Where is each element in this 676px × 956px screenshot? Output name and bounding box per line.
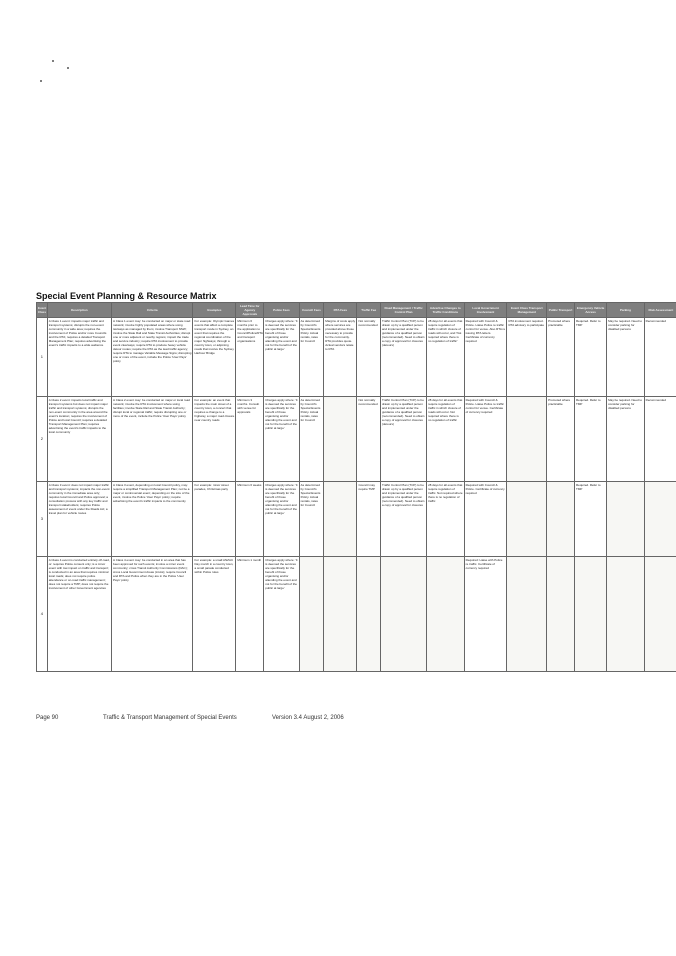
scan-speck xyxy=(52,60,54,62)
traffic-fee-cell: Not normally recommended xyxy=(357,397,381,482)
parking-cell xyxy=(607,557,645,672)
tcp-cell: Traffic Control Plan (TCP) to be drawn up by a qualified person and implemented under the guidance of a qualified person (recommended). Need to obtain a copy of approval for closures (detours) xyxy=(381,318,427,397)
header-row xyxy=(37,303,676,318)
parking-cell: May be required. Need to consider parking for disabled persons xyxy=(607,318,645,397)
header-cell: Advertise Changes to Traffic Conditions xyxy=(427,303,465,318)
examples-cell: For example: an event that impacts the main street of a country town, a concert that requires a change to a highway, a major road closure near country roads xyxy=(193,397,236,482)
header-cell: Examples xyxy=(193,303,236,318)
scan-speck xyxy=(67,67,69,69)
council-fees-cell: As determined by Council's Special Events Policy. Actual rentals, rates for Council xyxy=(299,482,324,557)
public-transport-cell xyxy=(547,482,575,557)
table-row-class-4 xyxy=(37,557,676,672)
traffic-fee-cell: Not normally recommended xyxy=(357,318,381,397)
header-cell: Public Transport xyxy=(547,303,575,318)
footer-document-title: Traffic & Transport Management of Special Events xyxy=(103,715,237,721)
examples-cell: For example: minor street parades, Christmas party xyxy=(193,482,236,557)
advertise-cell: 28 days for all events that require regulation of traffic. Not required where there is no regulation of traffic xyxy=(427,482,465,557)
council-fees-cell xyxy=(299,557,324,672)
rta-fees-cell: Margins of costs apply where services are provided above those necessary to provide for the community. RTA provides quote. Actual vendors relate to RTA xyxy=(324,318,357,397)
description-cell: A Class 2 event: impacts local traffic and transport systems but does not impact major traffic and transport systems; disrupts the non-event community in the area around the event's location; requires the involvement of Police and local Council; requires a detailed Transport Management Plan; requires advertising the event's traffic impacts to the local community xyxy=(47,397,111,482)
police-fees-cell: Charges apply where: 'It is deemed the services are specifically for the benefit of those organising and/or attending the event and not for the benefit of the public at large' xyxy=(264,318,299,397)
header-cell: Traffic Fee xyxy=(357,303,381,318)
tcp-cell: Traffic Control Plan (TCP) to be drawn up by a qualified person and implemented under the guidance of a qualified person (recommended). Need to obtain a copy of approval for closures xyxy=(381,482,427,557)
emergency-access-cell: Required. Refer to TMP xyxy=(575,397,607,482)
parking-cell xyxy=(607,482,645,557)
council-fees-cell: As determined by Council's Special Events Policy. Actual rentals, rates for Council xyxy=(299,397,324,482)
transport-mgmt-cell xyxy=(507,482,547,557)
tcp-cell: Traffic Control Plan (TCP) to be drawn up by a qualified person and implemented under the guidance of a qualified person (recommended). Need to obtain a copy of approval for closures (detours) xyxy=(381,397,427,482)
lead-time-cell: Minimum 3 months. Consult with venue for approvals xyxy=(236,397,264,482)
event-class-cell: 4 xyxy=(37,557,48,672)
parking-cell: May be required. Need to consider parking for disabled persons xyxy=(607,397,645,482)
table-row-class-2 xyxy=(37,397,676,482)
header-cell: Parking xyxy=(607,303,645,318)
local-gov-cell: Required: Liaise with Police re traffic. Certificate of currency required xyxy=(464,557,507,672)
description-cell: A Class 4 event is conducted entirely off-road, or: requires Police consent only; is a minor event with low impact on traffic and transport; is conducted in an area that requires minimal local roads; does not require police attendance or on-road traffic management; does not require a TMP; does not require the involvement of other Government agencies xyxy=(47,557,111,672)
emergency-access-cell xyxy=(575,557,607,672)
criteria-cell: A Class 1 event may: be conducted on major or state road network; involve highly populated areas where using taxiways as managed by them; involve Transport NSW; involve the State Rail and State Transit Authorities; disrupt one or more adjacent or nearby regions; impact the trade and service industry; require RTA involvement to provide event clearways; require RTA to produce heavy vehicle detour routes; require the RTA as the lead traffic agency; require RTA to manage Variable Message Signs; disrupting one or more of the event, include the Police 'User Pays' policy xyxy=(112,318,193,397)
event-class-cell: 3 xyxy=(37,482,48,557)
local-gov-cell: Required with Council & Police. Certificate of currency required xyxy=(464,482,507,557)
public-transport-cell: Promoted where practicable xyxy=(547,397,575,482)
traffic-fee-cell: Council may require TMP xyxy=(357,482,381,557)
header-cell: Risk Assessment xyxy=(644,303,676,318)
lead-time-cell: Minimum 6 weeks xyxy=(236,482,264,557)
event-class-cell: 1 xyxy=(37,318,48,397)
table-row-class-3 xyxy=(37,482,676,557)
description-cell: A Class 1 event: impacts major traffic and transport systems; disrupts the non-event community in a wide area; requires the involvement of Police and/or more Councils and the RTA; requires a detailed Transport Management Plan; requires advertising the event's traffic impacts to a wide audience xyxy=(47,318,111,397)
risk-cell: Recommended xyxy=(644,318,676,397)
transport-mgmt-cell xyxy=(507,397,547,482)
tcp-cell xyxy=(381,557,427,672)
scan-speck xyxy=(40,80,42,82)
rta-fees-cell xyxy=(324,397,357,482)
emergency-access-cell: Required. Refer to TMP xyxy=(575,482,607,557)
header-cell: Road Management / Traffic Control Plan xyxy=(381,303,427,318)
event-class-cell: 2 xyxy=(37,397,48,482)
public-transport-cell: Promoted where practicable xyxy=(547,318,575,397)
criteria-cell: A Class 2 event may: be conducted on major or local road network; involve the RTA involvement where using facilities; involve State Rail and State Transit Authority; disrupt local or regional traffic; require disrupting one or more of the event, include the Police 'User Pays' policy xyxy=(112,397,193,482)
examples-cell: For example: Olympic Games events that affect a complete transport mode in Sydney, an event that requires the regional coordination of the major highways; through a country town, or adjoining roads that involve the Sydney Harbour Bridge xyxy=(193,318,236,397)
table-row-class-1 xyxy=(37,318,676,397)
local-gov-cell: Required with Council & Police. Liaise Police re traffic control for venue. Also RTA re issuing RTA letters. Certificate of currency required xyxy=(464,318,507,397)
header-cell: Police Fees xyxy=(264,303,299,318)
advertise-cell xyxy=(427,557,465,672)
criteria-cell: A Class 4 event may: be conducted in an area that has been approved for such events; involve a minor event community; cross Transit Authority Commissions (DAC); cross Local Government Areas (LGAs); require Council and RTA and Police when they are in the Police 'User Pays' policy xyxy=(112,557,193,672)
examples-cell: For example: a small ANZAC Day march in a country town, a small parade conducted within Police rules xyxy=(193,557,236,672)
planning-matrix-table xyxy=(36,302,676,672)
advertise-cell: 28 days for all events that require regulation of traffic in which closure of roads will occur, and 'Not required where there is no regulation of traffic' xyxy=(427,318,465,397)
footer-page-number: Page 90 xyxy=(36,715,59,721)
transport-mgmt-cell: RTA involvement required. RTA advisory to participate xyxy=(507,318,547,397)
footer-version: Version 3.4 August 2, 2006 xyxy=(272,715,344,721)
police-fees-cell: Charges apply where: 'It is deemed the services are specifically for the benefit of those organising and/or attending the event and not for the benefit of the public at large' xyxy=(264,397,299,482)
transport-mgmt-cell xyxy=(507,557,547,672)
header-cell: Local Government Involvement xyxy=(464,303,507,318)
public-transport-cell xyxy=(547,557,575,672)
council-fees-cell: As determined by Council's Special Events Policy. Actual rentals, rates for Council xyxy=(299,318,324,397)
risk-cell: Recommended xyxy=(644,397,676,482)
police-fees-cell: Charges apply where: 'It is deemed the services are specifically for the benefit of those organising and/or attending the event and not for the benefit of the public at large' xyxy=(264,482,299,557)
header-cell: Event Class xyxy=(37,303,48,318)
matrix-title: Special Event Planning & Resource Matrix xyxy=(36,291,217,301)
advertise-cell: 28 days for all events that require regulation of traffic in which closure of roads will occur. Not required where there is no regulation of traffic xyxy=(427,397,465,482)
criteria-cell: A Class 3 event, depending on local Council policy, may: require a simplified Transport Management Plan; not be a major or controversial event; depending on the size of the event, involve the Police 'User Pays' policy; require advertising the event's traffic impacts to the community xyxy=(112,482,193,557)
description-cell: A Class 3 event: does not impact major traffic and transport systems; impacts the non-event community in the immediate area only; requires local Council and Police approval; a consultation process with any key traffic and transport stakeholders; requires Police assessment of event under the Roads Act; a travel plan for vehicle routes xyxy=(47,482,111,557)
header-cell: Event Class Transport Management xyxy=(507,303,547,318)
police-fees-cell: Charges apply where: 'It is deemed the services are specifically for the benefit of those organising and/or attending the event and not for the benefit of the public at large' xyxy=(264,557,299,672)
header-cell: Emergency Vehicle Access xyxy=(575,303,607,318)
rta-fees-cell xyxy=(324,482,357,557)
rta-fees-cell xyxy=(324,557,357,672)
header-cell: Criteria xyxy=(112,303,193,318)
header-cell: Description xyxy=(47,303,111,318)
header-cell: Council Fees xyxy=(299,303,324,318)
local-gov-cell: Required with Council & Police. Liaise Police re traffic control for venue. Certificate of currency required xyxy=(464,397,507,482)
risk-cell xyxy=(644,482,676,557)
emergency-access-cell: Required. Refer to TMP xyxy=(575,318,607,397)
lead-time-cell: Minimum 1 month xyxy=(236,557,264,672)
risk-cell xyxy=(644,557,676,672)
header-cell: RTA Fees xyxy=(324,303,357,318)
header-cell: Lead Time for Agency Approvals xyxy=(236,303,264,318)
traffic-fee-cell xyxy=(357,557,381,672)
lead-time-cell: Minimum 6 months prior to the application to Council/Police/RTA and transport organisations xyxy=(236,318,264,397)
